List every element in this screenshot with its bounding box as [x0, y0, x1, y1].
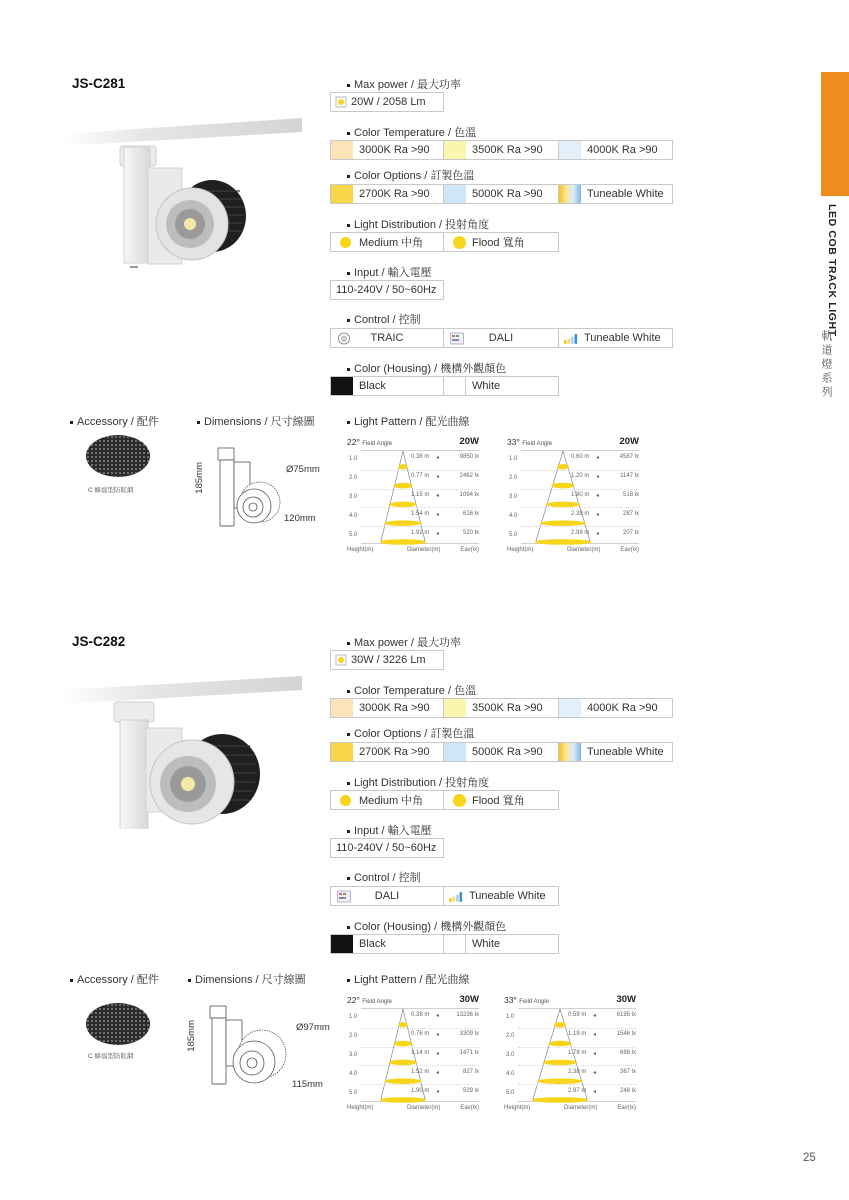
arrow-icon: ◂ — [596, 474, 600, 481]
beam-diameter: 2.97 m — [568, 1087, 587, 1094]
grid-line — [361, 1028, 479, 1029]
illuminance: 3309 lx — [459, 1031, 479, 1038]
beam-ring — [380, 1097, 426, 1103]
beam-ring — [389, 502, 417, 508]
input-value-box: 110-240V / 50~60Hz — [330, 838, 444, 858]
eav-axis-label: Eav(lx) — [617, 1105, 636, 1111]
dim-height: 185mm — [194, 462, 205, 494]
pattern-plot — [506, 1008, 636, 1102]
dim-diameter: Ø75mm — [286, 464, 320, 475]
height-tick: 1.0 — [349, 456, 358, 463]
housing-row — [330, 934, 559, 954]
power-icon — [335, 654, 347, 666]
option-tuneable: Tuneable White — [559, 184, 673, 204]
field-angle — [347, 437, 392, 447]
pattern-wattage: 20W — [619, 436, 639, 447]
arrow-icon: ◂ — [593, 1032, 597, 1039]
grid-line — [518, 1084, 636, 1085]
beam-ring — [394, 483, 412, 489]
beam-diameter: 1.20 m — [571, 473, 590, 480]
beam-ring — [398, 1022, 407, 1028]
dimensions-label: Dimensions / 尺寸線圖 — [188, 971, 306, 987]
field-angle — [347, 995, 392, 1005]
illuminance: 4587 lx — [619, 454, 639, 461]
grid-line — [521, 489, 639, 490]
arrow-icon: ◂ — [596, 511, 600, 518]
accessory-label: Accessory / 配件 — [70, 971, 159, 987]
beam-diameter: 1.52 m — [411, 1068, 430, 1075]
housing-label: Color (Housing) / 機構外觀顏色 — [347, 918, 506, 934]
grid-line — [518, 1065, 636, 1066]
medium-dot-icon — [340, 237, 351, 248]
illuminance: 9850 lx — [459, 454, 479, 461]
option-5000k: 5000K Ra >90 — [444, 742, 559, 762]
color-options-label: Color Options / 訂製色溫 — [347, 167, 474, 183]
arrow-icon: ◂ — [436, 511, 440, 518]
light-distribution-row — [330, 790, 559, 810]
housing-label: Color (Housing) / 機構外觀顏色 — [347, 360, 506, 376]
beam-diameter: 1.15 m — [411, 492, 430, 498]
height-tick: 2.0 — [506, 1033, 515, 1040]
diameter-axis-label: Diameter(m) — [564, 1105, 598, 1111]
field-angle-label: Field Angle — [522, 441, 552, 447]
height-tick: 2.0 — [349, 475, 358, 482]
beam-ring — [549, 1041, 572, 1047]
dimension-drawing-icon — [200, 1002, 300, 1094]
height-tick: 3.0 — [349, 1052, 358, 1058]
color-options-label: Color Options / 訂製色溫 — [347, 725, 474, 741]
height-tick: 4.0 — [509, 512, 518, 519]
pattern-plot — [349, 450, 479, 544]
input-row — [330, 838, 444, 858]
pattern-wattage: 20W — [459, 436, 479, 447]
distribution-flood: Flood 寬角 — [444, 232, 559, 252]
color-temperature-label: Color Temperature / 色溫 — [347, 682, 476, 698]
dim-depth: 120mm — [284, 513, 316, 524]
beam-diameter: 0.76 m — [411, 1031, 430, 1038]
input-label: Input / 輸入電壓 — [347, 822, 432, 838]
pattern-plot — [509, 450, 639, 544]
pattern-wattage: 30W — [459, 994, 479, 1005]
dimensions-label: Dimensions / 尺寸線圖 — [197, 413, 315, 429]
product-section-c281 — [0, 76, 849, 636]
beam-ring — [554, 1022, 565, 1028]
power-icon — [335, 96, 347, 108]
distribution-medium: Medium 中角 — [330, 232, 444, 252]
illuminance: 287 lx — [622, 510, 639, 517]
grid-line — [361, 1065, 479, 1066]
temp-3500k: 3500K Ra >90 — [444, 140, 559, 160]
temp-3000k: 3000K Ra >90 — [330, 698, 444, 718]
option-2700k: 2700K Ra >90 — [330, 184, 444, 204]
housing-black: Black — [330, 934, 444, 954]
beam-ring — [389, 1060, 417, 1066]
control-label: Control / 控制 — [347, 869, 421, 885]
arrow-icon: ◂ — [596, 493, 600, 499]
grid-line — [521, 526, 639, 527]
height-tick: 5.0 — [509, 531, 518, 538]
illuminance: 6195 lx — [616, 1012, 636, 1019]
control-triac: TRAIC — [330, 328, 444, 348]
honeycomb-mesh-icon — [86, 1003, 150, 1045]
beam-diameter: 1.19 m — [568, 1031, 587, 1038]
illuminance: 688 lx — [619, 1050, 636, 1056]
dali-module-icon — [337, 890, 351, 903]
height-tick: 5.0 — [349, 1089, 358, 1096]
control-dali: DALI — [444, 328, 559, 348]
tuneable-bars-icon — [449, 890, 463, 903]
illuminance: 529 lx — [462, 1087, 479, 1094]
beam-diameter: 2.38 m — [568, 1068, 587, 1075]
grid-line — [521, 470, 639, 471]
model-name: JS-C282 — [72, 634, 126, 649]
illuminance: 2462 lx — [459, 473, 479, 480]
input-value-box: 110-240V / 50~60Hz — [330, 280, 444, 300]
beam-diameter: 1.80 m — [571, 492, 590, 498]
option-5000k: 5000K Ra >90 — [444, 184, 559, 204]
dim-diameter: Ø97mm — [296, 1022, 330, 1033]
control-tuneable: Tuneable White — [444, 886, 559, 906]
height-axis-label: Height(m) — [507, 547, 534, 553]
temp-4000k: 4000K Ra >90 — [559, 140, 673, 160]
diameter-axis-label: Diameter(m) — [407, 547, 441, 553]
arrow-icon: ◂ — [436, 1069, 440, 1076]
arrow-icon: ◂ — [593, 1013, 597, 1020]
pattern-plot — [349, 1008, 479, 1102]
arrow-icon: ◂ — [593, 1051, 597, 1057]
beam-ring — [557, 464, 568, 470]
beam-diameter: 1.90 m — [411, 1087, 430, 1094]
illuminance: 207 lx — [622, 529, 639, 536]
temp-4000k: 4000K Ra >90 — [559, 698, 673, 718]
arrow-icon: ◂ — [436, 474, 440, 481]
beam-diameter: 0.77 m — [411, 473, 430, 480]
dim-height: 185mm — [186, 1020, 197, 1052]
arrow-icon: ◂ — [596, 455, 600, 462]
beam-ring — [552, 483, 575, 489]
grid-line — [361, 1047, 479, 1048]
dali-module-icon — [450, 332, 464, 345]
field-angle — [504, 995, 549, 1005]
housing-black: Black — [330, 376, 444, 396]
accessory-label: Accessory / 配件 — [70, 413, 159, 429]
height-tick: 1.0 — [509, 456, 518, 463]
beam-diameter: 1.14 m — [411, 1050, 430, 1056]
illuminance: 616 lx — [462, 510, 479, 517]
eav-axis-label: Eav(lx) — [460, 1105, 479, 1111]
arrow-icon: ◂ — [593, 1088, 597, 1095]
control-dali: DALI — [330, 886, 444, 906]
grid-line — [361, 526, 479, 527]
field-angle-value: 33° — [504, 995, 517, 1005]
color-temperature-label: Color Temperature / 色溫 — [347, 124, 476, 140]
height-tick: 3.0 — [349, 494, 358, 500]
max-power-label: Max power / 最大功率 — [347, 634, 461, 650]
housing-row — [330, 376, 559, 396]
color-temperature-row — [330, 140, 673, 160]
light-pattern-chart — [507, 437, 639, 557]
beam-ring — [532, 1097, 589, 1103]
accessory-caption: C 蜂窩型防眩網 — [88, 1053, 134, 1060]
dim-depth: 115mm — [292, 1079, 323, 1090]
eav-axis-label: Eav(lx) — [460, 547, 479, 553]
arrow-icon: ◂ — [436, 1032, 440, 1039]
arrow-icon: ◂ — [436, 1088, 440, 1095]
light-distribution-row — [330, 232, 559, 252]
beam-diameter: 0.60 m — [571, 454, 590, 461]
distribution-flood: Flood 寬角 — [444, 790, 559, 810]
field-angle-value: 33° — [507, 437, 520, 447]
light-distribution-label: Light Distribution / 投射角度 — [347, 774, 489, 790]
housing-white: White — [444, 376, 559, 396]
beam-ring — [385, 520, 422, 526]
illuminance: 518 lx — [622, 492, 639, 498]
height-tick: 1.0 — [349, 1014, 358, 1021]
beam-diameter: 1.92 m — [411, 529, 430, 536]
option-2700k: 2700K Ra >90 — [330, 742, 444, 762]
illuminance: 387 lx — [619, 1068, 636, 1075]
field-angle — [507, 437, 552, 447]
arrow-icon: ◂ — [596, 530, 600, 537]
eav-axis-label: Eav(lx) — [620, 547, 639, 553]
input-label: Input / 輸入電壓 — [347, 264, 432, 280]
max-power-row — [330, 92, 444, 112]
arrow-icon: ◂ — [436, 455, 440, 462]
product-photo-icon — [62, 654, 312, 829]
max-power-label: Max power / 最大功率 — [347, 76, 461, 92]
color-options-row — [330, 184, 673, 204]
beam-diameter: 1.54 m — [411, 510, 430, 517]
beam-ring — [535, 539, 592, 545]
beam-ring — [543, 1060, 577, 1066]
light-distribution-label: Light Distribution / 投射角度 — [347, 216, 489, 232]
dimension-drawing-icon — [208, 444, 288, 534]
diameter-axis-label: Diameter(m) — [567, 547, 601, 553]
beam-ring — [540, 520, 585, 526]
grid-line — [361, 507, 479, 508]
field-angle-value: 22° — [347, 995, 360, 1005]
illuminance: 13236 lx — [456, 1012, 479, 1019]
height-axis-label: Height(m) — [347, 547, 374, 553]
beam-diameter: 0.38 m — [411, 454, 430, 461]
power-value-box: 20W / 2058 Lm — [330, 92, 444, 112]
height-tick: 1.0 — [506, 1014, 515, 1021]
height-axis-label: Height(m) — [504, 1105, 531, 1111]
beam-ring — [537, 1078, 582, 1084]
illuminance: 827 lx — [462, 1068, 479, 1075]
beam-ring — [385, 1078, 422, 1084]
grid-line — [361, 1084, 479, 1085]
diameter-axis-label: Diameter(m) — [407, 1105, 441, 1111]
height-tick: 5.0 — [506, 1089, 515, 1096]
grid-line — [361, 489, 479, 490]
max-power-row — [330, 650, 444, 670]
grid-line — [361, 470, 479, 471]
category-title: LED COB TRACK LIGHT — [826, 204, 838, 337]
arrow-icon: ◂ — [593, 1069, 597, 1076]
arrow-icon: ◂ — [436, 493, 440, 499]
grid-line — [518, 1047, 636, 1048]
beam-diameter: 2.39 m — [571, 510, 590, 517]
illuminance: 1147 lx — [620, 473, 639, 480]
height-tick: 4.0 — [506, 1070, 515, 1077]
field-angle-label: Field Angle — [362, 441, 392, 447]
color-options-row — [330, 742, 673, 762]
housing-white: White — [444, 934, 559, 954]
light-pattern-chart — [347, 437, 479, 557]
height-tick: 2.0 — [349, 1033, 358, 1040]
arrow-icon: ◂ — [436, 530, 440, 537]
model-name: JS-C281 — [72, 76, 126, 91]
honeycomb-mesh-icon — [86, 435, 150, 477]
control-row — [330, 886, 559, 906]
illuminance: 520 lx — [462, 529, 479, 536]
illuminance: 1471 lx — [459, 1050, 479, 1056]
temp-3000k: 3000K Ra >90 — [330, 140, 444, 160]
control-label: Control / 控制 — [347, 311, 421, 327]
height-axis-label: Height(m) — [347, 1105, 374, 1111]
height-tick: 3.0 — [509, 494, 518, 500]
page-number: 25 — [803, 1152, 816, 1164]
beam-ring — [546, 502, 580, 508]
medium-dot-icon — [340, 795, 351, 806]
height-tick: 3.0 — [506, 1052, 515, 1058]
height-tick: 5.0 — [349, 531, 358, 538]
product-section-c282 — [0, 634, 849, 1194]
light-pattern-label: Light Pattern / 配光曲線 — [347, 971, 470, 987]
color-temperature-row — [330, 698, 673, 718]
field-angle-label: Field Angle — [362, 999, 392, 1005]
power-value-box: 30W / 3226 Lm — [330, 650, 444, 670]
category-title-cn: 軌道燈系列 — [820, 330, 832, 400]
dimmer-knob-icon — [337, 332, 351, 345]
product-photo-icon — [62, 96, 312, 271]
temp-3500k: 3500K Ra >90 — [444, 698, 559, 718]
flood-dot-icon — [453, 236, 466, 249]
tuneable-bars-icon — [564, 332, 578, 345]
input-row — [330, 280, 444, 300]
illuminance: 1546 lx — [616, 1031, 636, 1038]
pattern-wattage: 30W — [616, 994, 636, 1005]
field-angle-value: 22° — [347, 437, 360, 447]
beam-diameter: 1.78 m — [568, 1050, 587, 1056]
option-tuneable: Tuneable White — [559, 742, 673, 762]
height-tick: 2.0 — [509, 475, 518, 482]
flood-dot-icon — [453, 794, 466, 807]
beam-ring — [398, 464, 407, 470]
light-pattern-label: Light Pattern / 配光曲線 — [347, 413, 470, 429]
beam-diameter: 0.59 m — [568, 1012, 587, 1019]
illuminance: 248 lx — [619, 1087, 636, 1094]
height-tick: 4.0 — [349, 1070, 358, 1077]
beam-diameter: 2.98 m — [571, 529, 590, 536]
grid-line — [518, 1028, 636, 1029]
light-pattern-chart — [504, 995, 636, 1115]
arrow-icon: ◂ — [436, 1051, 440, 1057]
illuminance: 1094 lx — [459, 492, 479, 498]
height-tick: 4.0 — [349, 512, 358, 519]
distribution-medium: Medium 中角 — [330, 790, 444, 810]
control-row — [330, 328, 673, 348]
beam-ring — [394, 1041, 412, 1047]
field-angle-label: Field Angle — [519, 999, 549, 1005]
grid-line — [521, 507, 639, 508]
beam-diameter: 0.38 m — [411, 1012, 430, 1019]
beam-ring — [380, 539, 426, 545]
accessory-caption: C 蜂窩型防眩網 — [88, 487, 134, 494]
light-pattern-chart — [347, 995, 479, 1115]
arrow-icon: ◂ — [436, 1013, 440, 1020]
control-tuneable: Tuneable White — [559, 328, 673, 348]
